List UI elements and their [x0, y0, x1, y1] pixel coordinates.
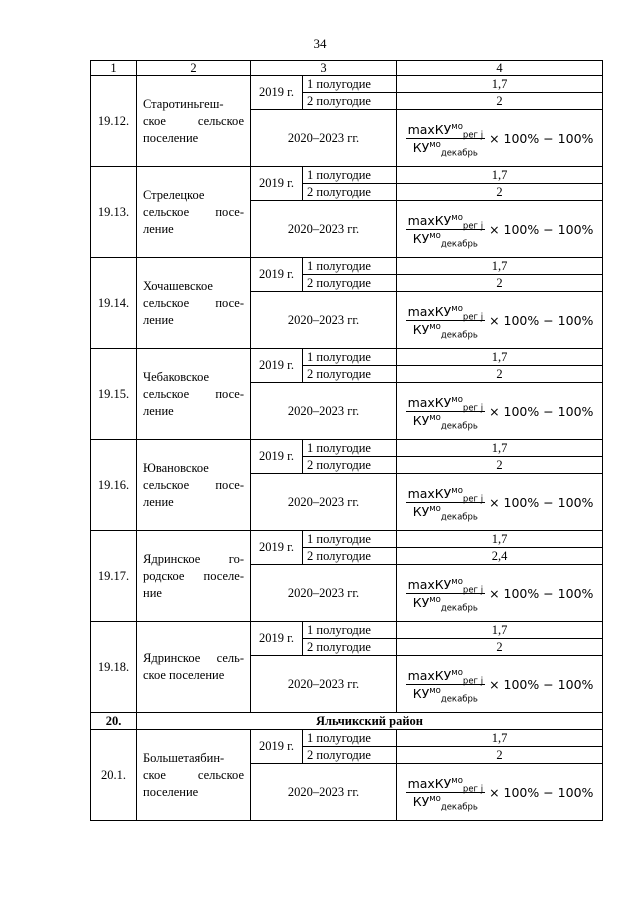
settlement-name: Ядринское сель-ское поселение [137, 622, 251, 713]
period-range: 2020–2023 гг. [251, 764, 397, 821]
table-row [91, 258, 603, 275]
formula-tail: × 100% − 100% [489, 312, 594, 328]
formula [397, 212, 602, 249]
table-row [91, 349, 603, 366]
formula-cell [397, 565, 603, 622]
table-row [91, 76, 603, 93]
index-value: 2 [397, 457, 603, 474]
tariff-table [90, 60, 603, 821]
index-value: 1,7 [397, 349, 603, 366]
formula-cell [397, 292, 603, 349]
formula-numerator: maxКУ$^{мо}_{рег j}$ [407, 394, 484, 413]
row-number: 19.16. [91, 440, 137, 531]
half-year-label: 1 полугодие [303, 167, 397, 184]
formula [397, 667, 602, 704]
table-row [91, 531, 603, 548]
formula [397, 485, 602, 522]
formula-tail: × 100% − 100% [489, 585, 594, 601]
formula-fraction [406, 667, 486, 704]
formula-cell [397, 474, 603, 531]
half-year-label: 2 полугодие [303, 639, 397, 656]
formula-tail: × 100% − 100% [489, 676, 594, 692]
index-value: 2 [397, 366, 603, 383]
table-row [91, 622, 603, 639]
formula-tail: × 100% − 100% [489, 403, 594, 419]
settlement-name: Ювановское сельское посе-ление [137, 440, 251, 531]
half-year-label: 1 полугодие [303, 258, 397, 275]
row-number: 19.14. [91, 258, 137, 349]
year-cell: 2019 г. [251, 622, 303, 656]
section-row [91, 713, 603, 730]
index-value: 1,7 [397, 258, 603, 275]
formula-denominator: $КУ^{мо}_{декабрь}$ [412, 685, 478, 704]
row-number: 19.17. [91, 531, 137, 622]
formula-cell [397, 383, 603, 440]
formula-cell [397, 201, 603, 258]
table-row [91, 167, 603, 184]
formula-cell [397, 764, 603, 821]
period-range: 2020–2023 гг. [251, 656, 397, 713]
formula-fraction [406, 394, 486, 431]
settlement-name: Стрелецкое сельское посе-ление [137, 167, 251, 258]
formula-numerator: maxКУ$^{мо}_{рег j}$ [407, 303, 484, 322]
period-range: 2020–2023 гг. [251, 110, 397, 167]
page-number: 34 [313, 36, 327, 51]
formula-denominator: $КУ^{мо}_{декабрь}$ [412, 230, 478, 249]
formula-numerator: maxКУ$^{мо}_{рег j}$ [407, 667, 484, 686]
formula [397, 775, 602, 812]
half-year-label: 1 полугодие [303, 622, 397, 639]
settlement-name: Ядринское го-родское поселе-ние [137, 531, 251, 622]
settlement-name: Хочашевское сельское посе-ление [137, 258, 251, 349]
period-range: 2020–2023 гг. [251, 201, 397, 258]
half-year-label: 2 полугодие [303, 548, 397, 565]
formula-denominator: $КУ^{мо}_{декабрь}$ [412, 321, 478, 340]
header-cell: 4 [397, 61, 603, 76]
period-range: 2020–2023 гг. [251, 474, 397, 531]
index-value: 1,7 [397, 167, 603, 184]
half-year-label: 2 полугодие [303, 747, 397, 764]
row-number: 19.15. [91, 349, 137, 440]
header-cell: 3 [251, 61, 397, 76]
half-year-label: 2 полугодие [303, 184, 397, 201]
period-range: 2020–2023 гг. [251, 565, 397, 622]
formula-fraction [406, 212, 486, 249]
half-year-label: 2 полугодие [303, 366, 397, 383]
table-row [91, 440, 603, 457]
section-number: 20. [91, 713, 137, 730]
formula-fraction [406, 485, 486, 522]
formula-fraction [406, 121, 486, 158]
year-cell: 2019 г. [251, 730, 303, 764]
formula-numerator: maxКУ$^{мо}_{рег j}$ [407, 576, 484, 595]
index-value: 1,7 [397, 730, 603, 747]
formula-tail: × 100% − 100% [489, 130, 594, 146]
header-cell: 1 [91, 61, 137, 76]
formula-cell [397, 656, 603, 713]
half-year-label: 1 полугодие [303, 76, 397, 93]
year-cell: 2019 г. [251, 531, 303, 565]
settlement-name: Старотиньгеш-ское сельское поселение [137, 76, 251, 167]
period-range: 2020–2023 гг. [251, 383, 397, 440]
year-cell: 2019 г. [251, 167, 303, 201]
header-cell: 2 [137, 61, 251, 76]
year-cell: 2019 г. [251, 349, 303, 383]
half-year-label: 1 полугодие [303, 531, 397, 548]
formula-cell [397, 110, 603, 167]
formula-denominator: $КУ^{мо}_{декабрь}$ [412, 793, 478, 812]
half-year-label: 2 полугодие [303, 457, 397, 474]
formula-fraction [406, 775, 486, 812]
index-value: 2,4 [397, 548, 603, 565]
half-year-label: 2 полугодие [303, 275, 397, 292]
half-year-label: 1 полугодие [303, 730, 397, 747]
settlement-name: Большетаябин-ское сельское поселение [137, 730, 251, 821]
settlement-name: Чебаковское сельское посе-ление [137, 349, 251, 440]
index-value: 1,7 [397, 622, 603, 639]
year-cell: 2019 г. [251, 258, 303, 292]
period-range: 2020–2023 гг. [251, 292, 397, 349]
formula-denominator: $КУ^{мо}_{декабрь}$ [412, 594, 478, 613]
formula [397, 121, 602, 158]
index-value: 1,7 [397, 76, 603, 93]
formula-numerator: maxКУ$^{мо}_{рег j}$ [407, 121, 484, 140]
half-year-label: 1 полугодие [303, 349, 397, 366]
formula-denominator: $КУ^{мо}_{декабрь}$ [412, 412, 478, 431]
formula-fraction [406, 576, 486, 613]
formula-denominator: $КУ^{мо}_{декабрь}$ [412, 503, 478, 522]
index-value: 2 [397, 275, 603, 292]
index-value: 2 [397, 93, 603, 110]
formula-numerator: maxКУ$^{мо}_{рег j}$ [407, 212, 484, 231]
header-row [91, 61, 603, 76]
formula-numerator: maxКУ$^{мо}_{рег j}$ [407, 485, 484, 504]
index-value: 1,7 [397, 440, 603, 457]
year-cell: 2019 г. [251, 440, 303, 474]
formula [397, 303, 602, 340]
formula-fraction [406, 303, 486, 340]
index-value: 2 [397, 184, 603, 201]
index-value: 2 [397, 747, 603, 764]
table-row [91, 730, 603, 747]
section-title: Яльчикский район [137, 713, 603, 730]
row-number: 19.18. [91, 622, 137, 713]
formula-tail: × 100% − 100% [489, 221, 594, 237]
row-number: 19.12. [91, 76, 137, 167]
formula-tail: × 100% − 100% [489, 494, 594, 510]
formula-numerator: maxКУ$^{мо}_{рег j}$ [407, 775, 484, 794]
half-year-label: 2 полугодие [303, 93, 397, 110]
half-year-label: 1 полугодие [303, 440, 397, 457]
formula [397, 394, 602, 431]
row-number: 20.1. [91, 730, 137, 821]
index-value: 2 [397, 639, 603, 656]
formula [397, 576, 602, 613]
year-cell: 2019 г. [251, 76, 303, 110]
formula-denominator: $КУ^{мо}_{декабрь}$ [412, 139, 478, 158]
row-number: 19.13. [91, 167, 137, 258]
formula-tail: × 100% − 100% [489, 784, 594, 800]
index-value: 1,7 [397, 531, 603, 548]
